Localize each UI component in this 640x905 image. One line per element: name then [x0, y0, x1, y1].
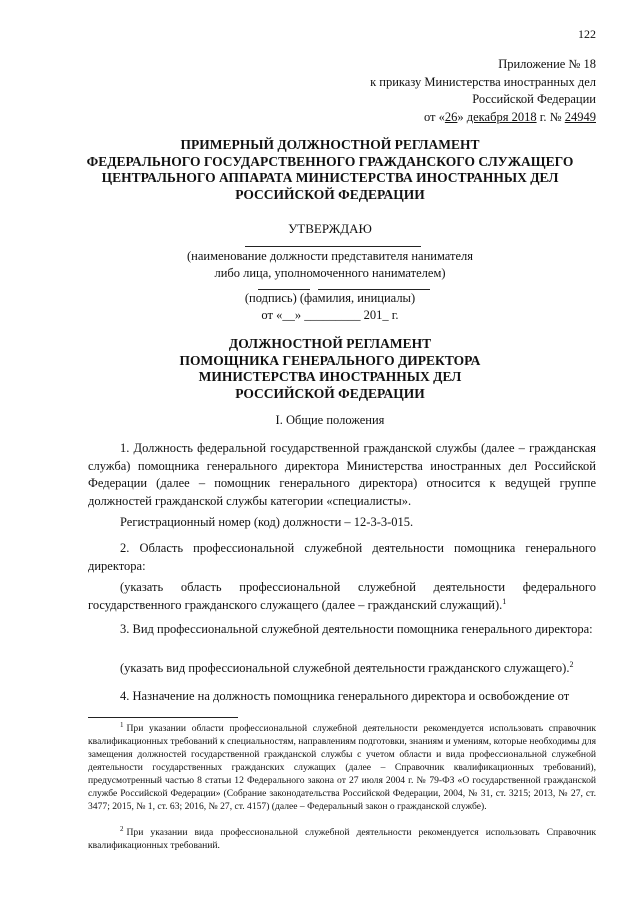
position-blank-line: [245, 246, 421, 247]
approve-label: УТВЕРЖДАЮ: [288, 221, 372, 236]
order-number: 24949: [564, 109, 596, 124]
footnote-1: [88, 722, 596, 813]
footnote-2-text: При указании вида профессиональной служебной деятельности рекомендуется использовать Справочник квалификационных требований.: [88, 827, 596, 851]
footnote-2: [88, 826, 596, 852]
regulation-title-line: ПОМОЩНИКА ГЕНЕРАЛЬНОГО ДИРЕКТОРА: [179, 352, 481, 368]
footnote-1-text: При указании области профессиональной служебной деятельности рекомендуется использовать справочник квалификационных требований к специальностям, направлениям подготовки, знаниям и умениям, которые необходимы для замещения должностей государственной гражданской службы с учетом области и вида профессиональной служебной деятельности государственных гражданских служащих (далее – Справочник квалификационных требований), предусмотренный частью 8 статьи 12 Федерального закона от 27 июля 2004 г. № 79-ФЗ «О государственной гражданской службе Российской Федерации» (Собрание законодательства Российской Федерации, 2004, № 31, ст. 3215; 2013, № 27, ст. 3477; 2015, № 1, ст. 63; 2016, № 27, ст. 4157) (далее – Федеральный закон о гражданской службе).: [88, 723, 596, 812]
footnote-ref-1: 1: [502, 596, 507, 606]
date-day: 26: [444, 109, 458, 124]
main-title-line: ФЕДЕРАЛЬНОГО ГОСУДАРСТВЕННОГО ГРАЖДАНСКОГО СЛУЖАЩЕГО: [86, 153, 574, 169]
paragraph-3-text: 3. Вид профессиональной служебной деятельности помощника генерального директора:: [120, 622, 593, 636]
paragraph-2-note-text: (указать область профессиональной служебной деятельности федерального государственного гражданского служащего (далее – гражданский служащий).: [88, 580, 596, 612]
section-heading: I. Общие положения: [275, 413, 385, 427]
paragraph-3: [88, 621, 596, 639]
paragraph-4-text: 4. Назначение на должность помощника генерального директора и освобождение от: [120, 689, 570, 703]
appendix-block: [296, 56, 596, 126]
date-mid: »: [457, 109, 464, 124]
main-title: [60, 137, 600, 203]
footnote-2-number: 2: [120, 824, 124, 833]
registration-text: Регистрационный номер (код) должности – 12-3-3-015.: [120, 515, 414, 529]
paragraph-1-text: 1. Должность федеральной государственной гражданской службы (далее – гражданская служба) помощника генерального директора Министерства иностранных дел Российской Федерации (далее – помощник генерального директора) относится к ведущей группе должностей гражданской службы категории «специалисты».: [88, 441, 596, 508]
paragraph-4: [88, 688, 596, 706]
main-title-line: РОССИЙСКОЙ ФЕДЕРАЦИИ: [235, 186, 425, 202]
paragraph-2-note: [88, 579, 596, 614]
approval-date-line: от «__» _________ 201_ г.: [261, 308, 399, 322]
appendix-line-2: к приказу Министерства иностранных дел: [370, 74, 596, 89]
regulation-title-line: ДОЛЖНОСТНОЙ РЕГЛАМЕНТ: [228, 336, 432, 351]
date-year-suffix: г. №: [539, 109, 562, 124]
paragraph-2-text: 2. Область профессиональной служебной деятельности помощника генерального директора:: [88, 541, 596, 573]
footnote-1-number: 1: [120, 720, 124, 729]
footnote-separator: [88, 717, 238, 718]
position-caption-2: либо лица, уполномоченного нанимателем): [214, 266, 446, 280]
paragraph-2: [88, 540, 596, 575]
appendix-line-1: Приложение № 18: [498, 57, 596, 71]
signature-caption: (подпись) (фамилия, инициалы): [244, 291, 416, 305]
appendix-date-line: [296, 109, 596, 127]
paragraph-1: [88, 440, 596, 510]
date-prefix: от «: [423, 109, 445, 124]
page-number: 122: [578, 27, 596, 41]
date-month: декабря 2018: [466, 109, 537, 124]
position-caption-1: (наименование должности представителя нанимателя: [187, 249, 473, 263]
paragraph-registration: [88, 514, 596, 532]
regulation-title-line: МИНИСТЕРСТВА ИНОСТРАННЫХ ДЕЛ: [198, 369, 462, 384]
appendix-line-3: Российской Федерации: [472, 92, 596, 106]
regulation-title: [60, 336, 600, 402]
footnote-ref-2: 2: [569, 659, 574, 669]
paragraph-3-note: [88, 660, 596, 678]
paragraph-3-note-text: (указать вид профессиональной служебной деятельности гражданского служащего).: [120, 661, 570, 675]
main-title-line: ПРИМЕРНЫЙ ДОЛЖНОСТНОЙ РЕГЛАМЕНТ: [180, 137, 480, 152]
main-title-line: ЦЕНТРАЛЬНОГО АППАРАТА МИНИСТЕРСТВА ИНОСТРАННЫХ ДЕЛ: [101, 170, 559, 185]
regulation-title-line: РОССИЙСКОЙ ФЕДЕРАЦИИ: [235, 385, 425, 401]
